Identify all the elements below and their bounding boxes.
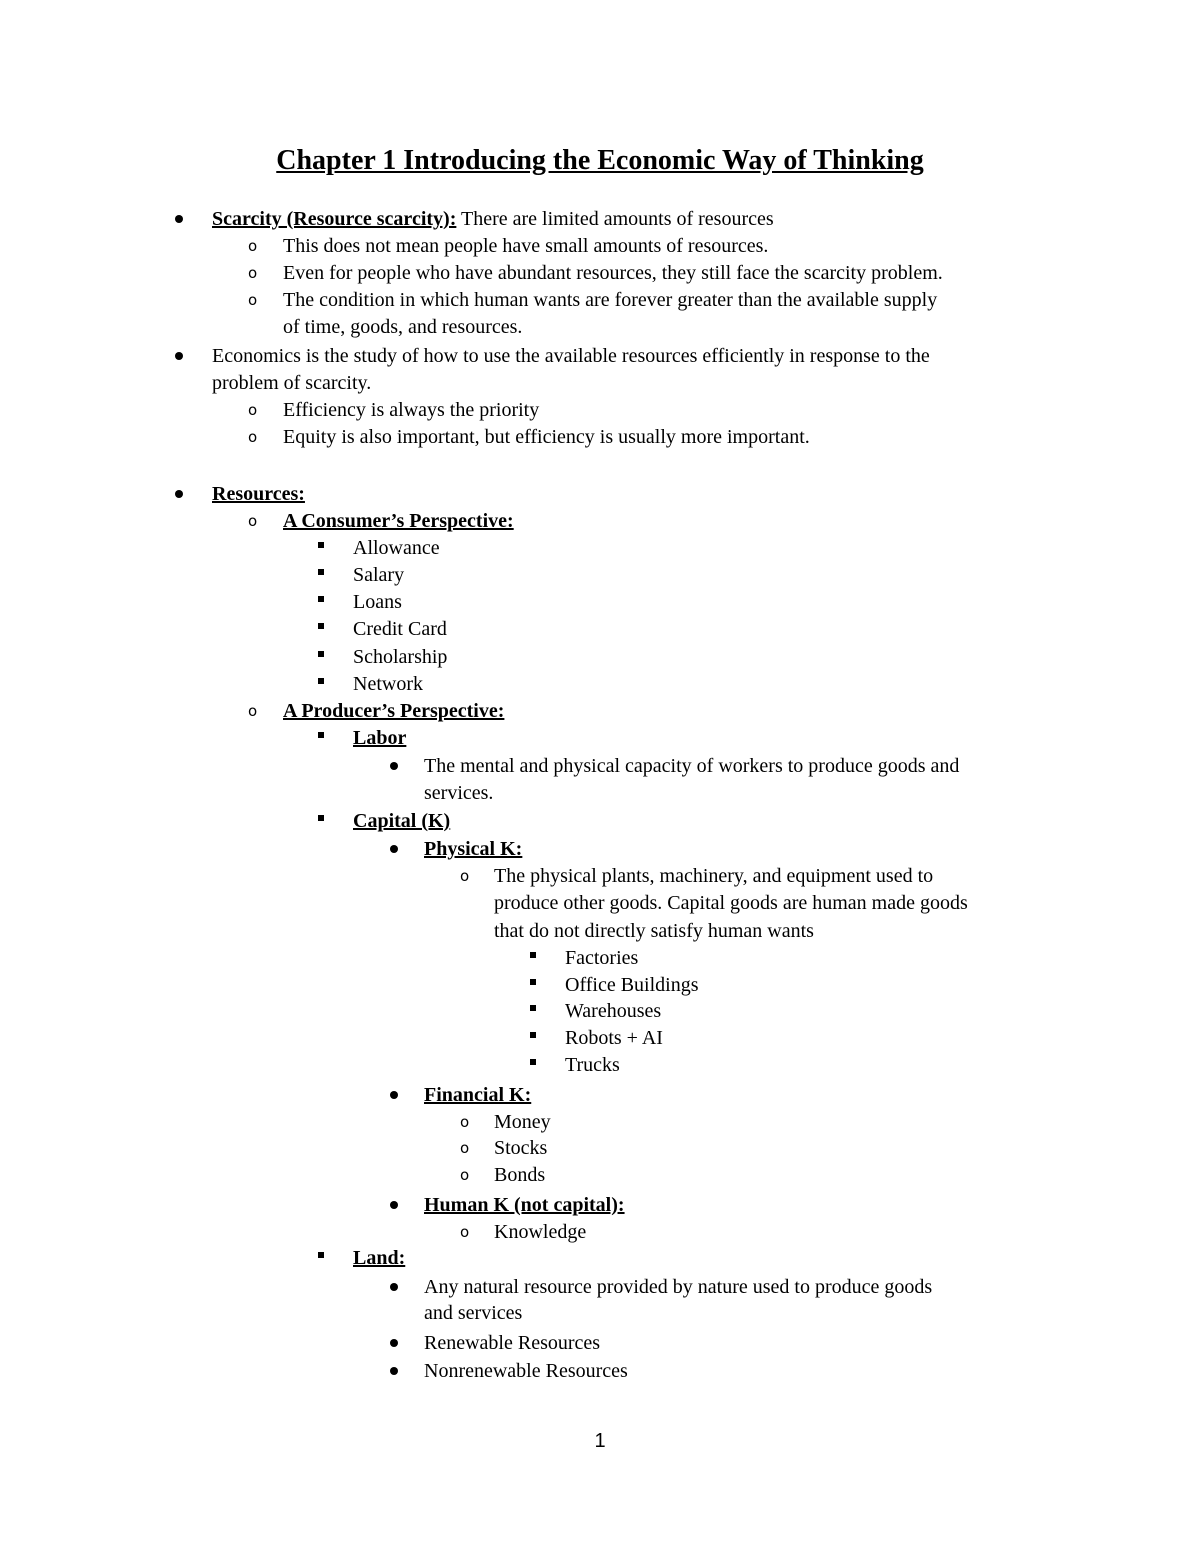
- land-definition: and services: [424, 1302, 523, 1324]
- bullet-square-icon: [318, 542, 324, 548]
- list-item: Efficiency is always the priority: [283, 399, 540, 421]
- labor-definition: services.: [424, 782, 494, 804]
- list-item: Nonrenewable Resources: [424, 1360, 628, 1382]
- list-item: Renewable Resources: [424, 1332, 601, 1354]
- list-item: Knowledge: [494, 1221, 587, 1243]
- list-item: The condition in which human wants are forever greater than the available supply: [283, 289, 938, 311]
- bullet-disc-icon: [175, 215, 183, 223]
- producer-heading: A Producer’s Perspective:: [283, 700, 505, 722]
- capital-heading: Capital (K): [353, 810, 451, 832]
- list-item-continuation: of time, goods, and resources.: [283, 316, 523, 338]
- bullet-disc-icon: [390, 845, 398, 853]
- bullet-disc-icon: [390, 1367, 398, 1375]
- list-item: Bonds: [494, 1164, 546, 1186]
- page-title: Chapter 1 Introducing the Economic Way of Thinking: [276, 145, 924, 176]
- labor-definition: The mental and physical capacity of workers to produce goods and: [424, 755, 960, 777]
- bullet-circle-icon: o: [248, 237, 258, 255]
- human-k-heading: Human K (not capital):: [424, 1194, 625, 1216]
- scarcity-text: There are limited amounts of resources: [456, 208, 774, 230]
- physical-k-heading: Physical K:: [424, 838, 523, 860]
- list-item: Trucks: [565, 1054, 620, 1076]
- bullet-square-icon: [530, 1059, 536, 1065]
- consumer-heading: A Consumer’s Perspective:: [283, 510, 514, 532]
- scarcity-item: [212, 206, 774, 233]
- list-item: Network: [353, 673, 423, 695]
- physical-k-definition: that do not directly satisfy human wants: [494, 920, 814, 942]
- bullet-square-icon: [530, 1005, 536, 1011]
- bullet-square-icon: [318, 732, 324, 738]
- bullet-circle-icon: o: [460, 1113, 470, 1131]
- bullet-disc-icon: [390, 1201, 398, 1209]
- list-item: Factories: [565, 947, 639, 969]
- bullet-circle-icon: o: [248, 264, 258, 282]
- list-item: Salary: [353, 564, 405, 586]
- page-number: 1: [594, 1430, 606, 1452]
- labor-heading: Labor: [353, 727, 407, 749]
- economics-line: problem of scarcity.: [212, 372, 372, 394]
- bullet-square-icon: [318, 651, 324, 657]
- bullet-square-icon: [318, 815, 324, 821]
- bullet-square-icon: [318, 569, 324, 575]
- land-heading: Land:: [353, 1247, 406, 1269]
- bullet-disc-icon: [390, 1283, 398, 1291]
- scarcity-term: Scarcity (Resource scarcity):: [212, 208, 457, 230]
- bullet-square-icon: [530, 952, 536, 958]
- list-item: This does not mean people have small amounts of resources.: [283, 235, 769, 257]
- list-item: Warehouses: [565, 1000, 662, 1022]
- economics-line: Economics is the study of how to use the available resources efficiently in response to the: [212, 345, 930, 367]
- bullet-circle-icon: o: [248, 512, 258, 530]
- list-item: Allowance: [353, 537, 440, 559]
- physical-k-definition: produce other goods. Capital goods are human made goods: [494, 892, 968, 914]
- land-definition: Any natural resource provided by nature used to produce goods: [424, 1276, 933, 1298]
- bullet-circle-icon: o: [460, 1223, 470, 1241]
- list-item: Robots + AI: [565, 1027, 663, 1049]
- bullet-disc-icon: [390, 1339, 398, 1347]
- list-item: Office Buildings: [565, 974, 699, 996]
- bullet-square-icon: [318, 623, 324, 629]
- bullet-disc-icon: [390, 1091, 398, 1099]
- financial-k-heading: Financial K:: [424, 1084, 532, 1106]
- list-item: Credit Card: [353, 618, 447, 640]
- physical-k-definition: The physical plants, machinery, and equipment used to: [494, 865, 934, 887]
- list-item: Loans: [353, 591, 402, 613]
- bullet-square-icon: [318, 1252, 324, 1258]
- resources-heading: Resources:: [212, 483, 305, 505]
- list-item: Even for people who have abundant resources, they still face the scarcity problem.: [283, 262, 943, 284]
- bullet-circle-icon: o: [460, 1139, 470, 1157]
- bullet-circle-icon: o: [248, 702, 258, 720]
- bullet-square-icon: [530, 979, 536, 985]
- bullet-circle-icon: o: [248, 291, 258, 309]
- list-item: Stocks: [494, 1137, 548, 1159]
- bullet-square-icon: [318, 596, 324, 602]
- bullet-disc-icon: [175, 490, 183, 498]
- list-item: Equity is also important, but efficiency is usually more important.: [283, 426, 810, 448]
- bullet-square-icon: [530, 1032, 536, 1038]
- bullet-circle-icon: o: [248, 428, 258, 446]
- bullet-circle-icon: o: [460, 1166, 470, 1184]
- bullet-circle-icon: o: [460, 867, 470, 885]
- list-item: Money: [494, 1111, 551, 1133]
- bullet-square-icon: [318, 678, 324, 684]
- bullet-disc-icon: [175, 352, 183, 360]
- bullet-disc-icon: [390, 762, 398, 770]
- bullet-circle-icon: o: [248, 401, 258, 419]
- list-item: Scholarship: [353, 646, 448, 668]
